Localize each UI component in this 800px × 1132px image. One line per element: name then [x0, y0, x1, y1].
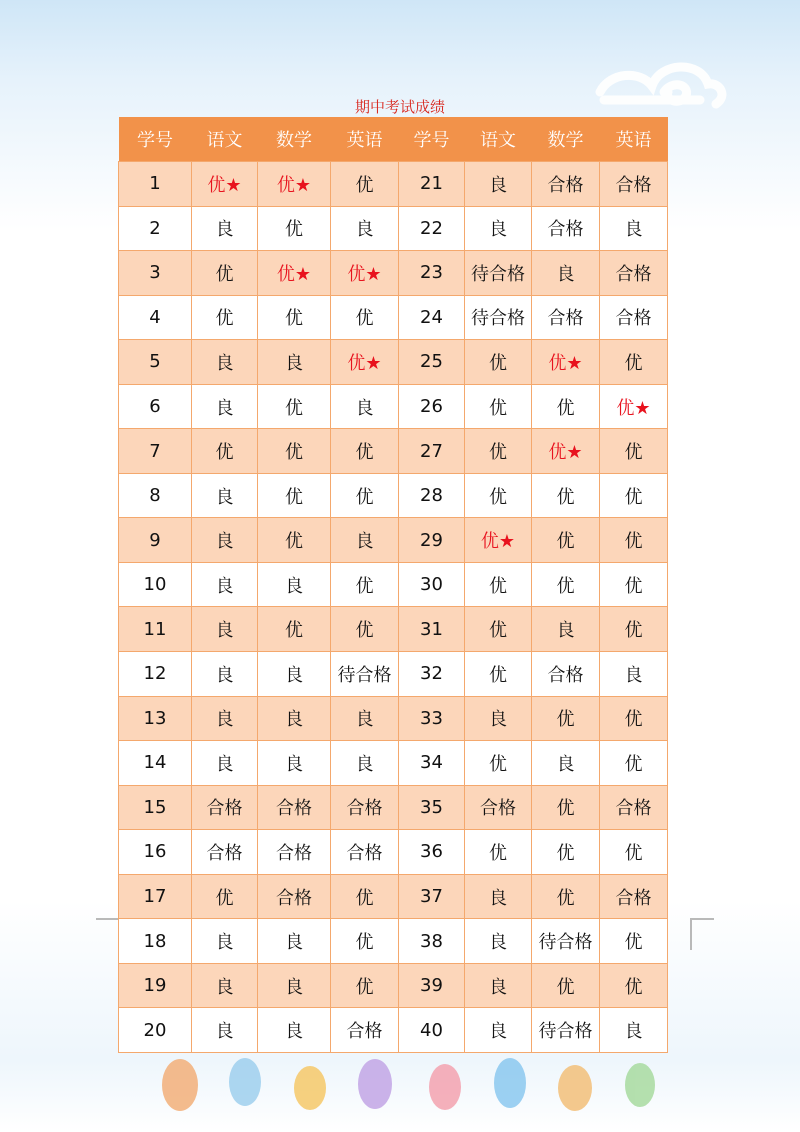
- grade-cell: 优★: [600, 384, 668, 429]
- grade-cell: 优★: [331, 340, 399, 385]
- grade-cell: 良: [258, 340, 331, 385]
- grade-cell: 优: [600, 562, 668, 607]
- student-id-cell: 14: [119, 741, 192, 786]
- grade-cell: 良: [192, 1008, 258, 1053]
- grade-cell: 优: [532, 518, 600, 563]
- grade-cell: 优: [465, 652, 532, 697]
- grade-cell: 优: [258, 206, 331, 251]
- grade-cell: 良: [258, 741, 331, 786]
- grade-cell: 良: [192, 562, 258, 607]
- student-id-cell: 5: [119, 340, 192, 385]
- grade-cell: 优★: [192, 162, 258, 207]
- grade-cell: 良: [600, 206, 668, 251]
- grade-cell: 优: [532, 963, 600, 1008]
- grade-cell: 良: [258, 1008, 331, 1053]
- grade-cell: 合格: [600, 874, 668, 919]
- student-id-cell: 37: [399, 874, 465, 919]
- grade-cell: 合格: [532, 295, 600, 340]
- table-row: [119, 785, 668, 830]
- student-id-cell: 8: [119, 473, 192, 518]
- table-row: [119, 295, 668, 340]
- student-id-cell: 28: [399, 473, 465, 518]
- student-id-cell: 23: [399, 251, 465, 296]
- children-illustration: [162, 1058, 655, 1111]
- table-row: [119, 206, 668, 251]
- student-id-cell: 40: [399, 1008, 465, 1053]
- student-id-cell: 29: [399, 518, 465, 563]
- grade-cell: 良: [192, 340, 258, 385]
- grade-cell: 优: [600, 429, 668, 474]
- grade-cell: 优: [532, 696, 600, 741]
- grade-cell: 优: [331, 607, 399, 652]
- grade-cell: 优: [532, 562, 600, 607]
- grade-cell: 优: [600, 473, 668, 518]
- grade-cell: 合格: [258, 830, 331, 875]
- grade-cell: 合格: [331, 1008, 399, 1053]
- table-row: [119, 251, 668, 296]
- grade-cell: 优: [532, 830, 600, 875]
- grade-cell: 优★: [532, 340, 600, 385]
- grade-cell: 优: [258, 429, 331, 474]
- crop-mark-right: [690, 918, 714, 950]
- grade-cell: 合格: [532, 652, 600, 697]
- student-id-cell: 35: [399, 785, 465, 830]
- grade-cell: 合格: [532, 206, 600, 251]
- student-id-cell: 10: [119, 562, 192, 607]
- student-id-cell: 17: [119, 874, 192, 919]
- student-id-cell: 15: [119, 785, 192, 830]
- grade-cell: 待合格: [532, 1008, 600, 1053]
- grade-cell: 合格: [258, 785, 331, 830]
- table-row: [119, 830, 668, 875]
- grade-cell: 良: [192, 384, 258, 429]
- student-id-cell: 4: [119, 295, 192, 340]
- grade-cell: 优: [192, 874, 258, 919]
- grade-cell: 良: [331, 206, 399, 251]
- table-row: [119, 696, 668, 741]
- grade-cell: 合格: [600, 295, 668, 340]
- column-header: 学号: [119, 117, 192, 162]
- table-row: [119, 874, 668, 919]
- grade-cell: 合格: [192, 830, 258, 875]
- grade-cell: 优: [532, 473, 600, 518]
- student-id-cell: 12: [119, 652, 192, 697]
- table-row: [119, 473, 668, 518]
- student-id-cell: 26: [399, 384, 465, 429]
- grade-cell: 良: [465, 162, 532, 207]
- student-id-cell: 9: [119, 518, 192, 563]
- table-row: [119, 340, 668, 385]
- grade-cell: 优: [258, 518, 331, 563]
- student-id-cell: 24: [399, 295, 465, 340]
- student-id-cell: 22: [399, 206, 465, 251]
- student-id-cell: 20: [119, 1008, 192, 1053]
- grade-cell: 合格: [600, 162, 668, 207]
- grade-cell: 良: [258, 963, 331, 1008]
- grade-cell: 待合格: [465, 295, 532, 340]
- grade-cell: 良: [331, 518, 399, 563]
- table-row: [119, 518, 668, 563]
- grade-cell: 合格: [258, 874, 331, 919]
- grade-cell: 良: [465, 919, 532, 964]
- grade-cell: 优: [600, 919, 668, 964]
- table-row: [119, 162, 668, 207]
- grade-cell: 优: [331, 562, 399, 607]
- grade-cell: 良: [465, 874, 532, 919]
- grade-cell: 优: [331, 919, 399, 964]
- grade-cell: 合格: [532, 162, 600, 207]
- grade-cell: 优: [465, 384, 532, 429]
- student-id-cell: 2: [119, 206, 192, 251]
- column-header: 数学: [258, 117, 331, 162]
- page-title: 期中考试成绩: [354, 98, 445, 116]
- grade-cell: 良: [192, 473, 258, 518]
- grade-cell: 优: [258, 473, 331, 518]
- score-table: [118, 117, 668, 1053]
- grade-cell: 良: [532, 607, 600, 652]
- table-row: [119, 562, 668, 607]
- grade-cell: 良: [600, 652, 668, 697]
- grade-cell: 优: [600, 518, 668, 563]
- grade-cell: 优: [532, 785, 600, 830]
- student-id-cell: 19: [119, 963, 192, 1008]
- grade-cell: 优: [331, 295, 399, 340]
- grade-cell: 良: [532, 741, 600, 786]
- grade-cell: 良: [192, 919, 258, 964]
- grade-cell: 优: [465, 741, 532, 786]
- grade-cell: 合格: [331, 830, 399, 875]
- table-row: [119, 607, 668, 652]
- grade-cell: 合格: [192, 785, 258, 830]
- student-id-cell: 18: [119, 919, 192, 964]
- column-header: 学号: [399, 117, 465, 162]
- grade-cell: 良: [192, 518, 258, 563]
- grade-cell: 优★: [532, 429, 600, 474]
- grade-cell: 优: [331, 162, 399, 207]
- grade-cell: 良: [465, 963, 532, 1008]
- student-id-cell: 16: [119, 830, 192, 875]
- grade-cell: 良: [258, 696, 331, 741]
- crop-mark-left: [96, 918, 118, 942]
- grade-cell: 优: [465, 607, 532, 652]
- column-header: 英语: [331, 117, 399, 162]
- column-header: 语文: [465, 117, 532, 162]
- table-row: [119, 1008, 668, 1053]
- grade-cell: 合格: [465, 785, 532, 830]
- table-row: [119, 963, 668, 1008]
- grade-cell: 优: [465, 830, 532, 875]
- grade-cell: 良: [465, 1008, 532, 1053]
- table-row: [119, 384, 668, 429]
- grade-cell: 合格: [331, 785, 399, 830]
- column-header: 语文: [192, 117, 258, 162]
- table-row: [119, 919, 668, 964]
- grade-cell: 优: [258, 607, 331, 652]
- grade-cell: 良: [600, 1008, 668, 1053]
- table-row: [119, 652, 668, 697]
- table-row: [119, 429, 668, 474]
- grade-cell: 优: [192, 429, 258, 474]
- student-id-cell: 1: [119, 162, 192, 207]
- student-id-cell: 31: [399, 607, 465, 652]
- grade-cell: 优: [600, 830, 668, 875]
- grade-cell: 良: [258, 652, 331, 697]
- student-id-cell: 36: [399, 830, 465, 875]
- grade-cell: 优: [532, 384, 600, 429]
- grade-cell: 良: [331, 741, 399, 786]
- grade-cell: 良: [192, 206, 258, 251]
- student-id-cell: 30: [399, 562, 465, 607]
- grade-cell: 优: [465, 562, 532, 607]
- student-id-cell: 34: [399, 741, 465, 786]
- grade-cell: 优★: [258, 162, 331, 207]
- grade-cell: 良: [465, 696, 532, 741]
- grade-cell: 优: [331, 473, 399, 518]
- grade-cell: 优: [600, 607, 668, 652]
- grade-cell: 良: [258, 919, 331, 964]
- student-id-cell: 32: [399, 652, 465, 697]
- grade-cell: 良: [192, 963, 258, 1008]
- student-id-cell: 7: [119, 429, 192, 474]
- grade-cell: 优: [600, 340, 668, 385]
- grade-cell: 良: [192, 607, 258, 652]
- student-id-cell: 38: [399, 919, 465, 964]
- grade-cell: 合格: [600, 251, 668, 296]
- grade-cell: 优: [258, 295, 331, 340]
- grade-cell: 优: [600, 963, 668, 1008]
- grade-cell: 优★: [331, 251, 399, 296]
- student-id-cell: 27: [399, 429, 465, 474]
- grade-cell: 优: [465, 473, 532, 518]
- grade-cell: 优★: [465, 518, 532, 563]
- grade-cell: 良: [192, 652, 258, 697]
- grade-cell: 良: [258, 562, 331, 607]
- student-id-cell: 11: [119, 607, 192, 652]
- column-header: 数学: [532, 117, 600, 162]
- grade-cell: 优: [331, 963, 399, 1008]
- student-id-cell: 25: [399, 340, 465, 385]
- grade-cell: 待合格: [331, 652, 399, 697]
- grade-cell: 良: [331, 696, 399, 741]
- grade-cell: 优: [192, 295, 258, 340]
- student-id-cell: 6: [119, 384, 192, 429]
- column-header: 英语: [600, 117, 668, 162]
- table-row: [119, 741, 668, 786]
- student-id-cell: 33: [399, 696, 465, 741]
- grade-cell: 优: [600, 741, 668, 786]
- grade-cell: 优: [192, 251, 258, 296]
- grade-cell: 良: [192, 696, 258, 741]
- grade-cell: 良: [192, 741, 258, 786]
- grade-cell: 优: [258, 384, 331, 429]
- grade-cell: 良: [465, 206, 532, 251]
- grade-cell: 待合格: [465, 251, 532, 296]
- student-id-cell: 21: [399, 162, 465, 207]
- grade-cell: 优★: [258, 251, 331, 296]
- grade-cell: 待合格: [532, 919, 600, 964]
- grade-cell: 优: [331, 429, 399, 474]
- grade-cell: 良: [532, 251, 600, 296]
- student-id-cell: 3: [119, 251, 192, 296]
- grade-cell: 优: [532, 874, 600, 919]
- grade-cell: 合格: [600, 785, 668, 830]
- grade-cell: 良: [331, 384, 399, 429]
- grade-cell: 优: [331, 874, 399, 919]
- grade-cell: 优: [465, 429, 532, 474]
- student-id-cell: 13: [119, 696, 192, 741]
- grade-cell: 优: [465, 340, 532, 385]
- student-id-cell: 39: [399, 963, 465, 1008]
- grade-cell: 优: [600, 696, 668, 741]
- table-header-row: [119, 117, 668, 162]
